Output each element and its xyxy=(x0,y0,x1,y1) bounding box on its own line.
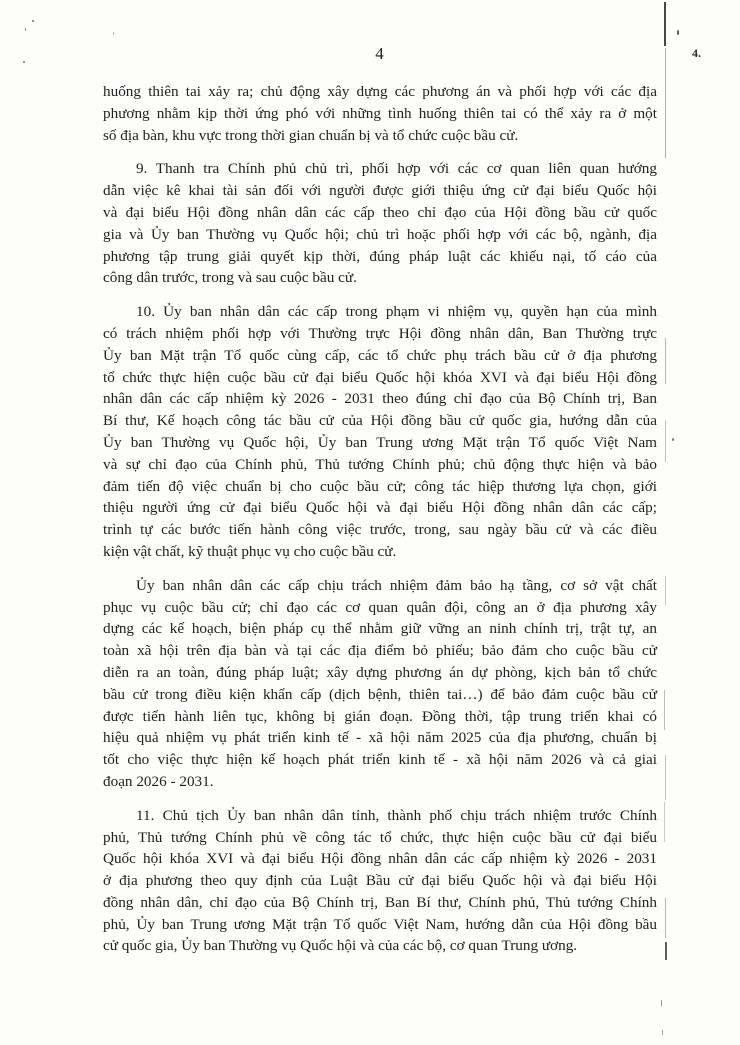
scan-artifact-line xyxy=(665,338,666,384)
text-line: phục vụ cuộc bầu cử; chỉ đạo các cơ quan quân đội, công an ở địa phương xây xyxy=(103,598,657,616)
text-line: và sự chỉ đạo của Chính phủ, Thủ tướng Chính phủ; chủ động thực hiện và bảo xyxy=(103,455,657,473)
scan-speck xyxy=(672,438,674,441)
text-line: đoạn 2026 - 2031. xyxy=(103,772,214,790)
scan-speck xyxy=(25,28,26,31)
scan-artifact-line xyxy=(664,2,666,46)
text-line: diễn ra an toàn, đúng pháp luật; xây dựng phương án dự phòng, kịch bản tổ chức xyxy=(103,663,657,681)
text-line: Ủy ban Thường vụ Quốc hội, Ủy ban Trung ương Mặt trận Tổ quốc Việt Nam xyxy=(103,433,657,451)
text-line: trình tự các bước tiến hành công việc trước, trong, sau ngày bầu cử và các điều xyxy=(103,521,657,539)
text-line: nhân dân các cấp nhiệm kỳ 2026 - 2031 theo đúng chỉ đạo của Bộ Chính trị, Ban xyxy=(103,390,657,408)
text-line: tốt cho việc thực hiện kế hoạch phát triển kinh tế - xã hội năm 2026 và cả giai xyxy=(103,751,657,769)
text-line: 10. Ủy ban nhân dân các cấp trong phạm vi nhiệm vụ, quyền hạn của mình xyxy=(136,303,657,321)
text-line: và đại biểu Hội đồng nhân dân các cấp theo chỉ đạo của Hội đồng bầu cử quốc xyxy=(103,203,657,221)
text-line: Bí thư, Kế hoạch công tác bầu cử của Hội đồng bầu cử quốc gia, hướng dẫn của xyxy=(103,412,657,430)
text-line: ở địa phương theo quy định của Luật Bầu cử đại biểu Quốc hội và đại biểu Hội xyxy=(103,872,657,890)
scan-artifact-line xyxy=(661,1000,662,1006)
text-line: đồng nhân dân, chỉ đạo của Bộ Chính trị, Ban Bí thư, Chính phủ, Thủ tướng Chính xyxy=(103,893,657,911)
text-line: phủ, Ủy ban Trung ương Mặt trận Tổ quốc Việt Nam, hướng dẫn của Hội đồng bầu xyxy=(103,915,657,933)
text-line: phương tập trung giải quyết kịp thời, đúng pháp luật các khiếu nại, tố cáo của xyxy=(103,247,657,265)
text-line: phủ, Thủ tướng Chính phủ về công tác tổ chức, thực hiện cuộc bầu cử đại biểu xyxy=(103,828,657,846)
scan-artifact-line xyxy=(664,690,665,730)
text-line: hiệu quả nhiệm vụ phát triển kinh tế - xã hội năm 2025 của địa phương, chuẩn bị xyxy=(103,729,657,747)
text-line: dẫn việc kê khai tài sản đối với người được giới thiệu ứng cử đại biểu Quốc hội xyxy=(103,182,657,200)
scan-artifact-line xyxy=(664,802,665,842)
page-number: 4 xyxy=(375,44,385,63)
scan-artifact-line xyxy=(665,576,666,606)
text-line: bầu cử trong điều kiện khẩn cấp (dịch bệnh, thiên tai…) để bảo đảm cuộc bầu cử xyxy=(103,685,657,703)
text-line: 9. Thanh tra Chính phủ chủ trì, phối hợp với các cơ quan liên quan hướng xyxy=(136,160,657,178)
text-line: có trách nhiệm phối hợp với Thường trực Hội đồng nhân dân, Ban Thường trực xyxy=(103,324,657,342)
scan-artifact-line xyxy=(665,898,666,938)
text-line: Ủy ban nhân dân các cấp chịu trách nhiệm đảm bảo hạ tầng, cơ sở vật chất xyxy=(136,576,657,594)
scan-artifact-line xyxy=(665,420,666,462)
scan-speck xyxy=(23,61,25,63)
text-line: gia và Ủy ban Thường vụ Quốc hội; chủ trì hoặc phối hợp với các bộ, ngành, địa xyxy=(103,225,657,243)
scan-artifact-line xyxy=(665,48,666,158)
text-line: toàn xã hội trên địa bàn và tại các địa điểm bỏ phiếu; bảo đảm cho cuộc bầu cử xyxy=(103,642,657,660)
scan-artifact-line xyxy=(665,755,666,800)
text-line: thiệu người ứng cử đại biểu Quốc hội và đại biểu Hội đồng nhân dân các cấp; xyxy=(103,499,657,517)
text-line: tổ chức thực hiện cuộc bầu cử đại biểu Quốc hội khóa XVI và đại biểu Hội đồng xyxy=(103,368,657,386)
text-line: phương nhằm kịp thời ứng phó với những tình huống thiên tai có thể xảy ra ở một xyxy=(103,104,657,122)
text-line: đảm tiến độ việc chuẩn bị cho cuộc bầu cử; công tác hiệp thương lựa chọn, giới xyxy=(103,477,657,495)
scan-artifact-line xyxy=(662,1030,663,1035)
text-line: được tiến hành liên tục, không bị gián đoạn. Đồng thời, tập trung triển khai có xyxy=(103,707,657,725)
scan-speck xyxy=(32,20,34,22)
scan-artifact-line xyxy=(665,942,667,960)
paragraph xyxy=(103,805,657,958)
text-line: Ủy ban Mặt trận Tổ quốc cùng cấp, các tổ chức phụ trách bầu cử ở địa phương xyxy=(103,346,657,364)
paragraph xyxy=(103,158,657,289)
scan-speck xyxy=(677,30,679,35)
text-line: kiện vật chất, kỹ thuật phục vụ cho cuộc bầu cử. xyxy=(103,542,397,560)
text-line: dựng các kế hoạch, biện pháp cụ thể nhằm giữ vững an ninh chính trị, trật tự, an xyxy=(103,620,657,638)
text-line: số địa bàn, khu vực trong thời gian chuẩn bị và tổ chức cuộc bầu cử. xyxy=(103,126,519,144)
paragraph xyxy=(103,81,657,146)
scan-speck xyxy=(113,32,114,35)
text-line: huống thiên tai xảy ra; chủ động xây dựng các phương án và phối hợp với các địa xyxy=(103,83,657,100)
text-line: Quốc hội khóa XVI và đại biểu Hội đồng nhân dân các cấp nhiệm kỳ 2026 - 2031 xyxy=(103,850,657,868)
paragraph xyxy=(103,301,657,563)
text-line: công dân trước, trong và sau cuộc bầu cử. xyxy=(103,269,357,287)
text-line: 11. Chủ tịch Ủy ban nhân dân tỉnh, thành phố chịu trách nhiệm trước Chính xyxy=(136,806,657,824)
text-line: cử quốc gia, Ủy ban Thường vụ Quốc hội và của các bộ, cơ quan Trung ương. xyxy=(103,937,578,955)
paragraph xyxy=(103,575,657,793)
document-body xyxy=(103,81,657,957)
corner-page-mark: 4. xyxy=(692,46,701,60)
